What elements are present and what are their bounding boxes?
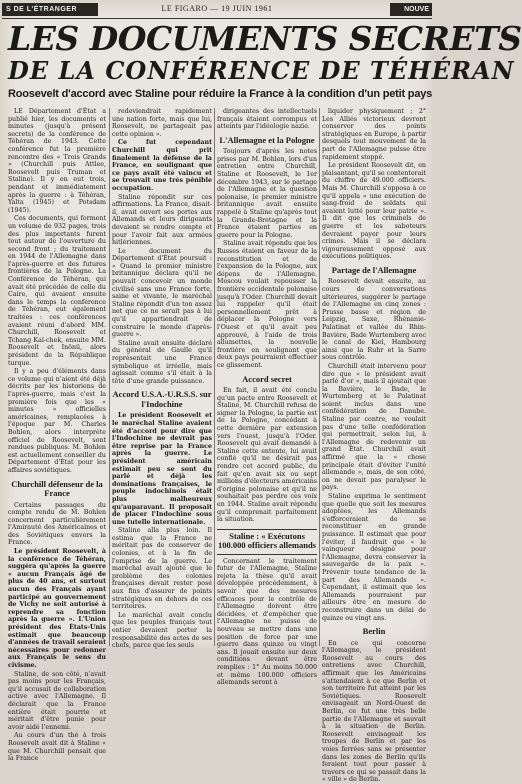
boxed-subtitle: Staline : « Exécutons 100.000 officiers allemands <box>217 529 317 555</box>
subheadline: DE LA CONFÉRENCE DE TÉHÉRAN <box>8 56 515 85</box>
newspaper-page <box>2 2 522 784</box>
paragraph: Le président Roosevelt dit, en plaisantant, qu'il se contenterait du chiffre de 49.000 officiers. Mais M. Churchill s'opposa à ce qu'il appela « une exécution de sang-froid de soldats qui avaient lutté pour leur patrie ». Il dit que les criminels de guerre et les saboteurs devraient payer pour leurs crimes. Mais il se déclara vigoureusement opposé aux exécutions politiques. <box>322 162 426 261</box>
paragraph: Toujours d'après les notes prises par M. Bohlen, lors d'un entretien entre Churchill, Staline et Roosevelt, le 1er décembre 1943, sur le partage de l'Allemagne et la question polonaise, le premier ministre britannique avait ensuite rappelé à Staline qu'après tout la Grande-Bretagne et la France étaient parties en guerre pour la Pologne. <box>217 148 317 239</box>
paragraph: Staline répondit sur ces affirmations. La France, disait-il, avait ouvert ses portes aux Allemands et leurs dirigeants devaient se rendre compte et pour l'avoir fait aux armées hitlériennes. <box>112 193 212 247</box>
paragraph: Le maréchal avait conclu que les peuples français tout entier devaient porter la responsabilité des actes de ses chefs, parce que les seuls <box>112 611 212 650</box>
paragraph: Staline avait répondu que les Russes étaient en faveur de la reconstitution et de l'expansion de la Pologne, aux dépens de l'Allemagne. Moscou voulait repousser la frontière occidentale polonaise jusqu'à l'Oder. Churchill devait lui rappeler qu'il était personnellement prêt à déplacer la Pologne vers l'Ouest et qu'il avait peu approuvé, à l'aide de trois allumettes, la nouvelle frontière en soulignant que deux pays pourraient effectuer ce glissement. <box>217 240 317 369</box>
section-label-left: S DE L'ÉTRANGER <box>2 3 98 16</box>
paragraph: Au cours d'un thé à trois Roosevelt avait dit à Staline « que M. Churchill pensait que la France <box>8 732 106 763</box>
paragraph: Ces documents, qui forment un volume de 932 pages, trois des plus importants furent tout autour de l'ouverture du second front ; du traitement en 1944 de l'Allemagne dans l'après-guerre et des futures frontières de la Pologne. La Conférence de Téhéran, qui avait été précédée de celle du Caire, qui avaient ensuite dans le temps la conférence de Téhéran, eut également traitées : ces conférences avaient réuni d'abord MM. Churchill, Roosevelt et Tchang Kaï-chek, ensuite MM. Roosevelt et Inönü, alors président de la République turque. <box>8 215 106 367</box>
paragraph: En fait, il avait été conclu qu'un pacte entre Roosevelt et Staline, M. Churchill refusa de signer la Pologne, la partie est de la Pologne, concédant à cette dernière par extension vers l'ouest, jusqu'à l'Oder. Roosevelt qui avait demandé à Staline cette entente, lui avait confié qu'il ne désirait pas rendre cet accord public, du fait qu'en avait six ou sept millions d'électeurs américains d'origine polonaise et qu'il ne souhaitait pas perdre ces voix en 1944. Staline avait répondu qu'il comprenait parfaitement la situation. <box>217 387 317 524</box>
section-label-right: NOUVE <box>390 3 432 16</box>
paragraph: Churchill était intervenu pour dire que « le président avait parlé d'or », mais il ajoutait que la Bavière, le Bade, le Wurtemberg et le Palatinat soient inclus dans une confédération de Danube. Staline par contre, ne voulait pas d'une telle confédération qui permettrait, selon lui, à l'Allemagne de redevenir un grand État. Churchill avait affirmé que la « chose principale était d'éviter l'unité allemande », mais, de son côté, on ne devait pas paralyser le pays. <box>322 362 426 492</box>
column-4 <box>322 108 426 784</box>
paragraph: Le document du Département d'État poursuit : « Quand le premier ministre britannique déclara qu'il ne pouvait concevoir un monde civilisé sans une France forte, saine et vivante, le maréchal Staline répondit d'un ton assez net que ce ne serait pas à lui qu'il appartiendrait de construire le monde d'après-guerre ». <box>112 247 212 339</box>
column-rule <box>109 108 110 646</box>
paragraph: Ce fut cependant Churchill qui prit finalement la défense de la France, en soulignant que ce pays avait été vaincu et se trouvait une très pénible occupation. <box>112 139 212 192</box>
column-3 <box>217 108 317 687</box>
paragraph: Roosevelt devait ensuite, au cours de conversations ultérieures, suggérer le partage de l'Allemagne en cinq zones : Prusse basse et région de Leipzig, Saxe, Rhénanie-Palatinat et vallée du Rhin-Bavière, Bade Wurtemberg avec le canal de Kiel, Hambourg ainsi que la Ruhr et la Sarre sous contrôle. <box>322 278 426 362</box>
paragraph: Staline exprima le sentiment que quelle que soit les mesures adoptées, les Allemands s'efforceraient de se reconstituer en grande puissance. Il estimait que pour l'éviter, il faudrait que « le vainqueur désigné pour l'Allemagne, devra conserver la sauvegarde de la paix ». Prévenir toute tendance de la part des Allemands ». Cependant, il estimait que les Allemands pourraient par ailleurs être en mesure de reconstruire dans un délai de quinze ou vingt ans. <box>322 493 426 622</box>
section-subtitle: L'Allemagne et la Pologne <box>219 134 315 145</box>
paragraph: liquider physiquement ; 2° Les Alliés victorieux devront conserver des points stratégiques en Europe, à partir desquels tout mouvement de la part de l'Allemagne pulsse être rapidement stoppé. <box>322 108 426 161</box>
paragraph: Certains passages du compte rendu de M. Bohlen concernent particulièrement l'Amirauté des Américaines et des Soviétiques envers la France. <box>8 501 106 547</box>
paragraph: redeviendrait rapidement une nation forte, mais que lui, Roosevelt, ne partageait pas cette opinion ». <box>112 108 212 138</box>
column-1 <box>8 108 106 763</box>
paragraph: Concernant le traitement futur de l'Allemagne, Staline rejeta la thèse qu'il avait développée précédemment, à savoir que des mesures efficaces pour le contrôle de l'Allemagne doivent être décidées, et d'empêcher que l'Allemagne ne puisse de nouveau se mettre dans une position de force par une guerre dans quinze ou vingt ans. Il jouait ensuite sur deux conditions devant être remplies : 1° Au moins 50.000 et même 100.000 officiers allemands seront à <box>217 557 317 687</box>
paragraph: Le président Roosevelt et le maréchal Staline avaient été d'accord pour dire que l'Indochine ne devrait pas être reprise par la France après la guerre. Le président américain estimait peu se sont du parlé et déjà les dominations françaises, le peuple indochinois était plus malheureux qu'auparavant. Il proposait de placer l'Indochine sous une tutelle internationale. <box>112 412 212 526</box>
paragraph: Le président Roosevelt, à la conférence de Téhéran, suggéra qu'après la guerre « aucun Français âgé de plus de 40 ans, et surtout aucun des Français ayant participé au gouvernement de Vichy ne soit autorisé à reprendre sa fonction après la guerre ». L'Union président des États-Unis estimait que beaucoup d'années de travail seraient nécessaires pour redonner aux Français le sens du civisme. <box>8 548 106 669</box>
paragraph: Staline, de son côté, n'avait pas moins pour les Français, qu'il accusait de collaboration active avec l'Allemagne. Il déclarait que la France entière était pourrie et méritait d'être punie pour avoir aidé l'ennemi. <box>8 670 106 731</box>
section-subtitle: Accord U.S.A.-U.R.S.S. sur l'Indochine <box>112 389 212 409</box>
headline: LES DOCUMENTS SECRETS <box>8 19 522 58</box>
paragraph: dirigeantes des intellectuels français étaient corrompus et atteints par l'idéologie nazie. <box>217 108 317 131</box>
paragraph: Il y a peu d'éléments dans ce volume qui n'aient été déjà décrits par les historiens de l'après-guerre, mais c'est la première fois que les « minutes » officielles américaines, remplacées à l'époque par M. Charles Bohlen, alors interprète officiel de Roosevelt, sont rendues publiques. M. Bohlen est actuellement conseiller du Département d'État pour les affaires soviétiques. <box>8 368 106 474</box>
section-subtitle: Partage de l'Allemagne <box>331 264 417 275</box>
paragraph: LE Département d'État a publié hier, les documents et minutes (jusqu'à présent secrets) de la conférence de Téhéran de 1943. Cette conférence fut la première rencontre des « Trois Grands » (Churchill puis Attlee, Roosevelt puis Truman et Staline). Il y en eut trois, pendant et immédiatement après la guerre : à Téhéran, Yalta (1945) et Potsdam (1945). <box>8 108 106 214</box>
section-subtitle: Accord secret <box>242 373 292 384</box>
column-2 <box>112 108 212 648</box>
deck: Roosevelt d'accord avec Staline pour réduire la France à la condition d'un petit pays <box>8 88 433 100</box>
paragraph: Staline alla plus loin. Il estima que la France ne méritait pas de conserver de colonies, et à la fin de l'emprise de la guerre. Le maréchal avait ajouté que le problème des colonies françaises devait rester posé aux fins d'assurer de points stratégiques en dehors de ces territoires. <box>112 527 212 611</box>
section-subtitle: Churchill défenseur de la France <box>11 478 103 498</box>
section-subtitle: Berlin <box>362 626 386 637</box>
page-header-bar <box>2 2 432 19</box>
column-rule <box>319 108 320 646</box>
paragraph: En ce qui concerne l'Allemagne, le président Roosevelt au cours des entretiens avec Churchill, affirmait que les Américains s'attendaient à ce que Berlin et son territoire fut atteint par les Soviétiques. Roosevelt envisageait un Nord-Ouest de Berlin, ce fut une très belle partie de l'Allemagne et sauvait à la situation de Berlin. Roosevelt envisageait les troupes de Berlin et par les voies ferrées sans se présenter dans les zones de Berlin qu'ils feraient tout pour passer à travers ce qui se passait dans la « ville » de Berlin. <box>322 639 426 784</box>
masthead: LE FIGARO — 19 JUIN 1961 <box>161 4 273 13</box>
column-rule <box>214 108 215 646</box>
paragraph: Staline avait ensuite déclaré du général de Gaulle qu'il représentait une France symbolique et irréelle, mais agissait comme s'il était à la tête d'une grande puissance. <box>112 339 212 385</box>
